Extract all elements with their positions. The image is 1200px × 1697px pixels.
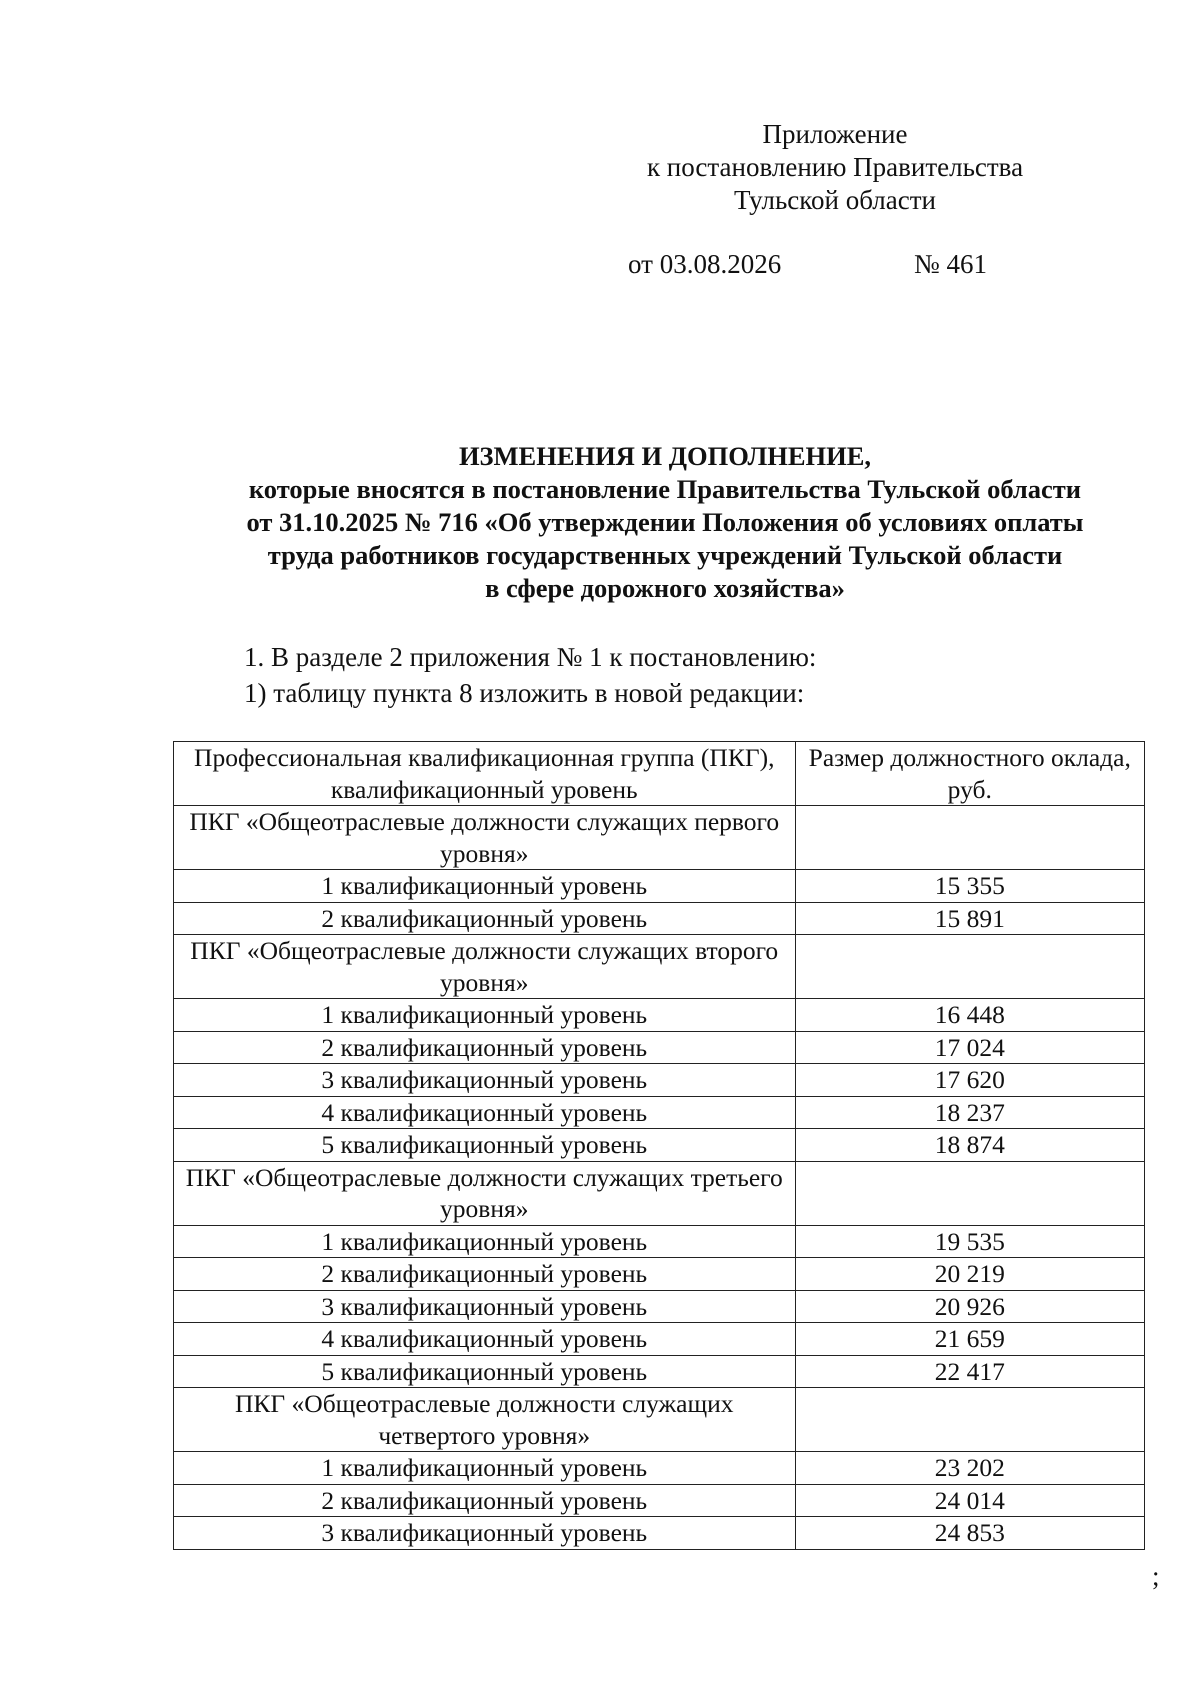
table-header-row [174,742,1145,806]
salary-value-cell [795,935,1145,999]
paragraph-1: 1. В разделе 2 приложения № 1 к постановлению: [244,642,817,672]
title-line: ИЗМЕНЕНИЯ И ДОПОЛНЕНИЕ, [458,441,872,471]
title-line: труда работников государственных учреждений Тульской области [267,540,1063,570]
table-row [174,1323,1145,1356]
salary-table-body [174,742,1145,1550]
table-row [174,1129,1145,1162]
table-row [174,1484,1145,1517]
paragraph-2: 1) таблицу пункта 8 изложить в новой редакции: [244,678,805,708]
salary-value-cell: 19 535 [795,1225,1145,1258]
table-row [174,1517,1145,1550]
level-name-cell: 2 квалификационный уровень [174,902,796,935]
level-name-cell: 4 квалификационный уровень [174,1096,796,1129]
group-name-cell: ПКГ «Общеотраслевые должности служащих первого уровня» [174,806,796,870]
level-name-cell: 4 квалификационный уровень [174,1323,796,1356]
level-name-cell: 3 квалификационный уровень [174,1290,796,1323]
table-group-row [174,1388,1145,1452]
level-name-cell: 2 квалификационный уровень [174,1258,796,1291]
level-name-cell: 1 квалификационный уровень [174,999,796,1032]
level-name-cell: 2 квалификационный уровень [174,1484,796,1517]
level-name-cell: 3 квалификационный уровень [174,1517,796,1550]
document-number: № 461 [914,249,988,279]
group-name-cell: ПКГ «Общеотраслевые должности служащих второго уровня» [174,935,796,999]
salary-value-cell [795,806,1145,870]
salary-value-cell: 20 926 [795,1290,1145,1323]
salary-value-cell [795,1161,1145,1225]
level-name-cell: 5 квалификационный уровень [174,1355,796,1388]
document-date: от 03.08.2026 [628,249,782,279]
table-row [174,999,1145,1032]
table-row [174,1258,1145,1291]
salary-value-cell: 23 202 [795,1452,1145,1485]
title-line: которые вносятся в постановление Правительства Тульской области [248,474,1082,504]
salary-value-cell: 20 219 [795,1258,1145,1291]
salary-value-cell: 24 853 [795,1517,1145,1550]
document-title [160,440,1170,605]
salary-table [173,741,1145,1550]
salary-value-cell: 17 620 [795,1064,1145,1097]
level-name-cell: 3 квалификационный уровень [174,1064,796,1097]
salary-value-cell: 24 014 [795,1484,1145,1517]
level-name-cell: 1 квалификационный уровень [174,870,796,903]
salary-value-cell: 15 355 [795,870,1145,903]
trailing-semicolon: ; [1152,1561,1160,1591]
group-name-cell: ПКГ «Общеотраслевые должности служащих третьего уровня» [174,1161,796,1225]
salary-value-cell: 18 874 [795,1129,1145,1162]
level-name-cell: 1 квалификационный уровень [174,1452,796,1485]
table-row [174,870,1145,903]
salary-value-cell: 22 417 [795,1355,1145,1388]
appendix-line: к постановлению Правительства [646,152,1024,182]
table-row [174,1031,1145,1064]
table-group-row [174,1161,1145,1225]
table-row [174,1355,1145,1388]
appendix-header [600,118,1070,217]
title-line: в сфере дорожного хозяйства» [485,573,845,603]
table-row [174,1225,1145,1258]
salary-value-cell: 21 659 [795,1323,1145,1356]
table-row [174,1064,1145,1097]
salary-value-cell: 18 237 [795,1096,1145,1129]
level-name-cell: 1 квалификационный уровень [174,1225,796,1258]
header-cell-group: Профессиональная квалификационная группа (ПКГ), квалификационный уровень [174,742,796,806]
header-cell-salary: Размер должностного оклада, руб. [795,742,1145,806]
table-group-row [174,935,1145,999]
level-name-cell: 2 квалификационный уровень [174,1031,796,1064]
salary-value-cell: 17 024 [795,1031,1145,1064]
group-name-cell: ПКГ «Общеотраслевые должности служащих четвертого уровня» [174,1388,796,1452]
salary-value-cell: 15 891 [795,902,1145,935]
table-row [174,1096,1145,1129]
table-row [174,1290,1145,1323]
salary-value-cell [795,1388,1145,1452]
salary-value-cell: 16 448 [795,999,1145,1032]
appendix-line: Тульской области [734,185,936,215]
table-row [174,1452,1145,1485]
title-line: от 31.10.2025 № 716 «Об утверждении Положения об условиях оплаты [246,507,1084,537]
appendix-line: Приложение [762,119,908,149]
table-group-row [174,806,1145,870]
level-name-cell: 5 квалификационный уровень [174,1129,796,1162]
table-row [174,902,1145,935]
